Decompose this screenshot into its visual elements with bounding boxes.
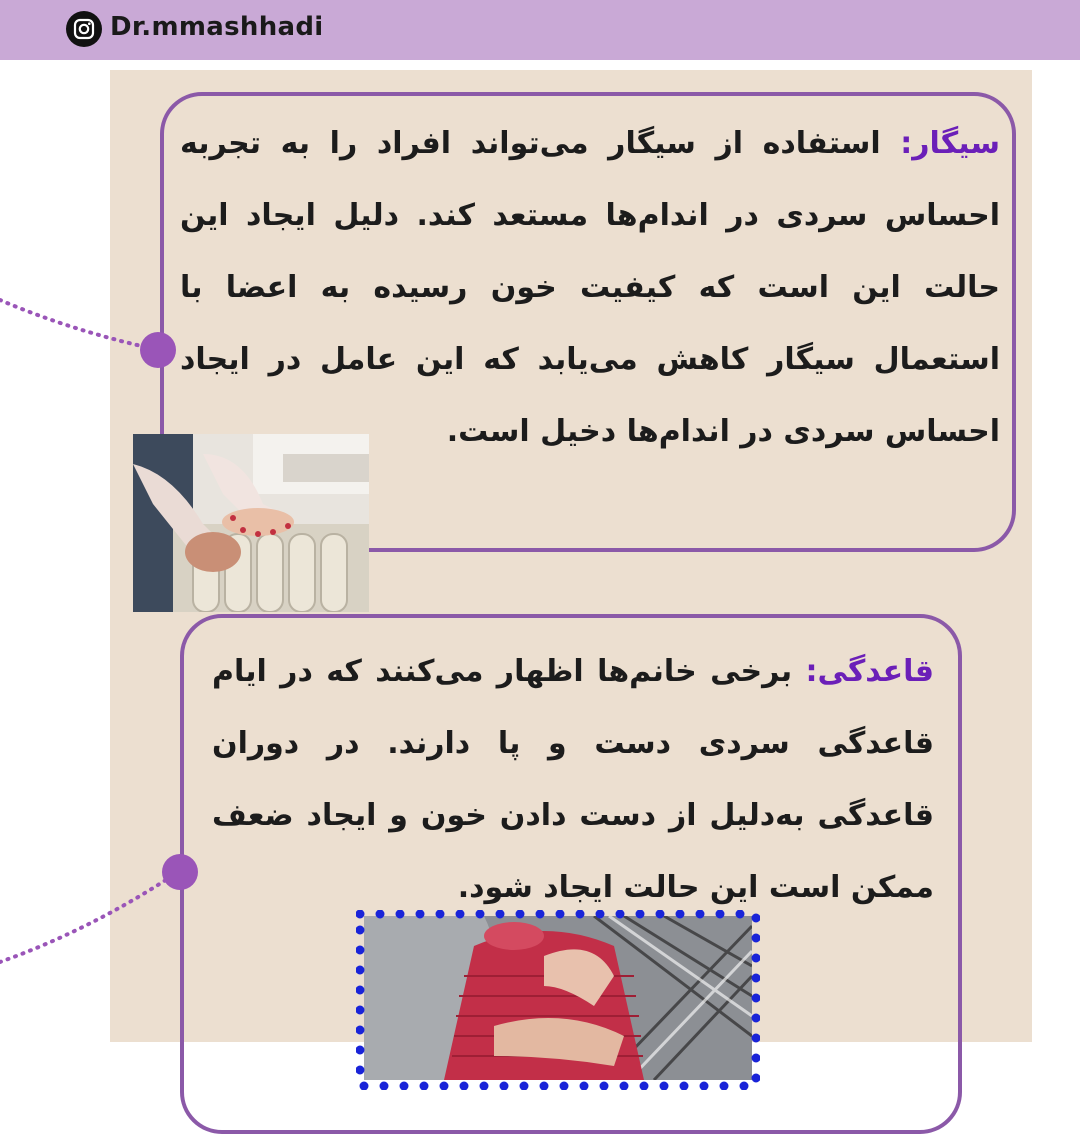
smoking-text: استفاده از سیگار می‌تواند افراد را به تجربه احساس سردی در اندام‌ها مستعد کند. دلیل ایجاد این حالت این است که کیفیت خون رسیده به اعضا با استعمال سیگار کاهش می‌یابد که این عامل در ایجاد احساس سردی در اندام‌ها دخیل است. [180, 126, 1000, 449]
menstruation-text: برخی خانم‌ها اظهار می‌کنند که در ایام قاعدگی سردی دست و پا دارند. در دوران قاعدگی به‌دلیل از دست دادن خون و ایجاد ضعف ممکن است این حالت ایجاد شود. [212, 654, 934, 905]
smoking-paragraph [180, 108, 1000, 468]
dotted-photo-frame [356, 910, 760, 1090]
menstruation-keyword: قاعدگی: [805, 654, 934, 689]
account-handle[interactable]: Dr.mmashhadi [110, 12, 324, 42]
smoking-keyword: سیگار: [900, 126, 1000, 161]
timeline-node [140, 332, 176, 368]
hands-on-radiator-photo [133, 434, 369, 612]
menstruation-paragraph [212, 636, 934, 924]
timeline-node [162, 854, 198, 890]
